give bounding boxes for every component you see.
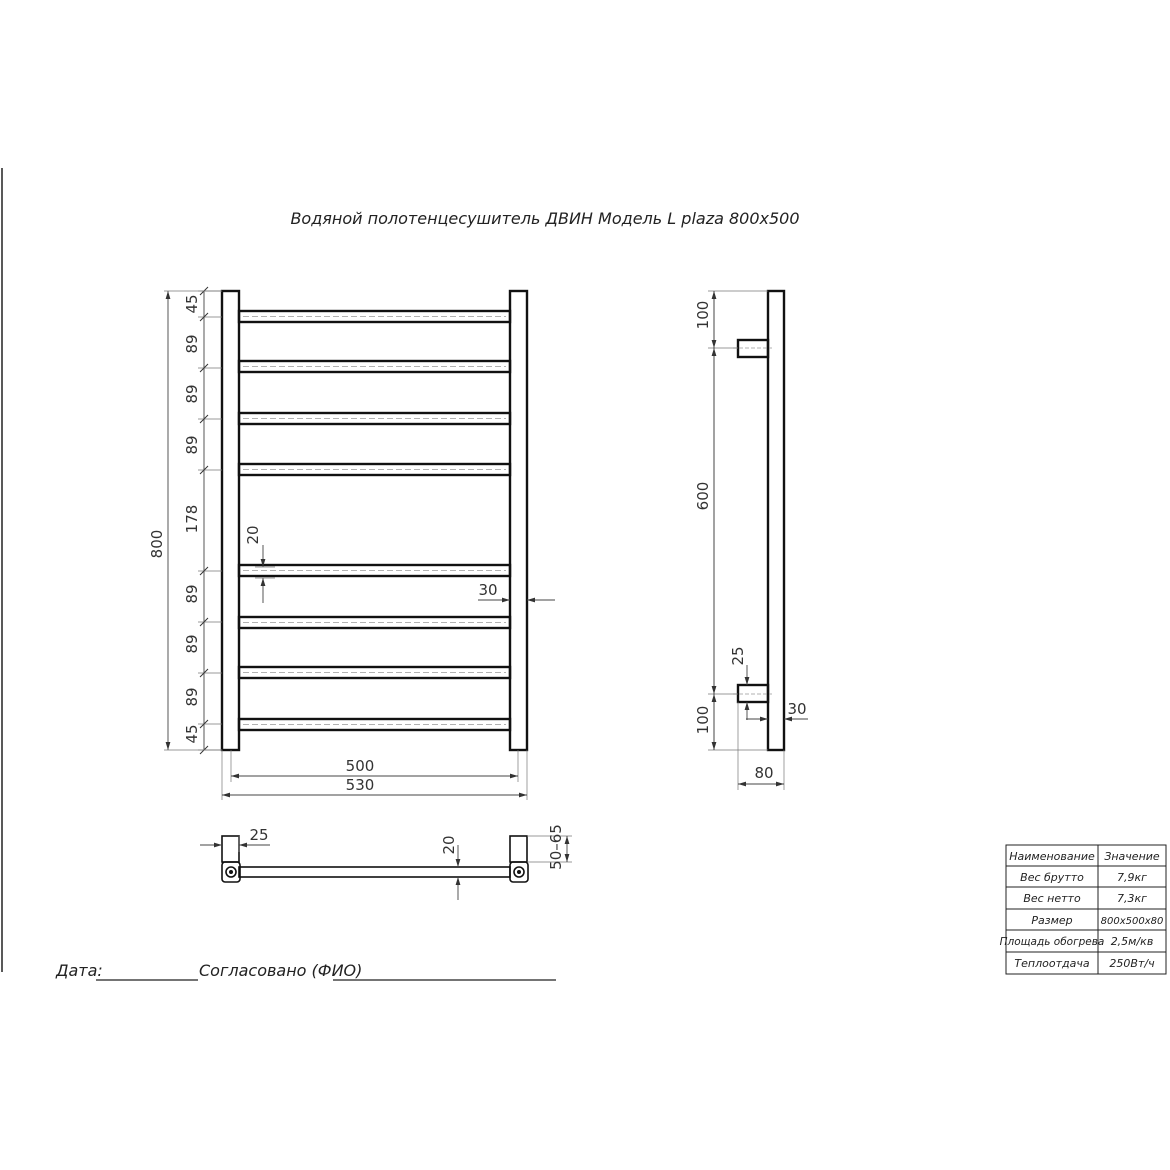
top-right-post: [510, 836, 527, 862]
table-cell-value-1: 7,9кг: [1117, 871, 1147, 884]
seg-dim-4: 89: [183, 435, 201, 455]
right-post: [510, 291, 527, 750]
pipe-size-dim: 25: [729, 646, 747, 666]
depth-dim: 80: [754, 764, 774, 782]
table-cell-name-1: Вес брутто: [1020, 871, 1084, 884]
table-cell-name-5: Теплоотдача: [1014, 957, 1090, 970]
seg-dim-1: 45: [183, 294, 201, 314]
top-offset-dim: 100: [694, 300, 712, 330]
bar-thickness-dim: 20: [244, 525, 262, 545]
table-cell-value-3: 800х500х80: [1100, 916, 1164, 927]
side-view: [694, 291, 808, 790]
seg-dim-8: 89: [183, 687, 201, 707]
wall-offset-dim: 30: [787, 700, 807, 718]
seg-dim-3: 89: [183, 384, 201, 404]
inner-width-dim: 500: [345, 757, 375, 775]
seg-dim-7: 89: [183, 634, 201, 654]
table-cell-value-5: 250Вт/ч: [1109, 957, 1155, 970]
drawing-title: Водяной полотенцесушитель ДВИН Модель L plaza 800х500: [290, 209, 800, 228]
front-view: [148, 287, 555, 800]
seg-dim-2: 89: [183, 334, 201, 354]
center-distance-dim: 600: [694, 481, 712, 511]
date-label: Дата:: [56, 961, 103, 980]
approved-label: Согласовано (ФИО): [199, 961, 363, 980]
table-cell-name-2: Вес нетто: [1023, 892, 1081, 905]
seg-dim-5: 178: [183, 504, 201, 534]
top-range-dim: 50–65: [547, 824, 565, 870]
top-view: [200, 824, 572, 900]
table-cell-name-3: Размер: [1031, 914, 1073, 927]
top-pipe-dim: 25: [249, 826, 269, 844]
top-connector: [738, 340, 768, 357]
table-header-value: Значение: [1104, 850, 1160, 863]
table-cell-value-4: 2,5м/кв: [1110, 935, 1154, 948]
seg-dim-6: 89: [183, 584, 201, 604]
outer-width-dim: 530: [345, 776, 375, 794]
seg-dim-9: 45: [183, 724, 201, 744]
bottom-offset-dim: 100: [694, 705, 712, 735]
top-bar-dim: 20: [440, 835, 458, 855]
table-cell-name-4: Площадь обогрева: [999, 936, 1105, 948]
left-post: [222, 291, 239, 750]
total-height-dim: 800: [148, 529, 166, 559]
table-cell-value-2: 7,3кг: [1117, 892, 1147, 905]
table-header-name: Наименование: [1009, 850, 1095, 863]
top-bar: [239, 867, 510, 877]
bottom-connector: [738, 685, 768, 702]
side-offset-dim: 30: [478, 581, 498, 599]
spec-table: [1000, 845, 1166, 974]
side-post: [768, 291, 784, 750]
approval-footer: [55, 961, 556, 980]
top-left-post: [222, 836, 239, 862]
front-extension-lines: [198, 287, 222, 754]
crossbars: [239, 311, 510, 730]
